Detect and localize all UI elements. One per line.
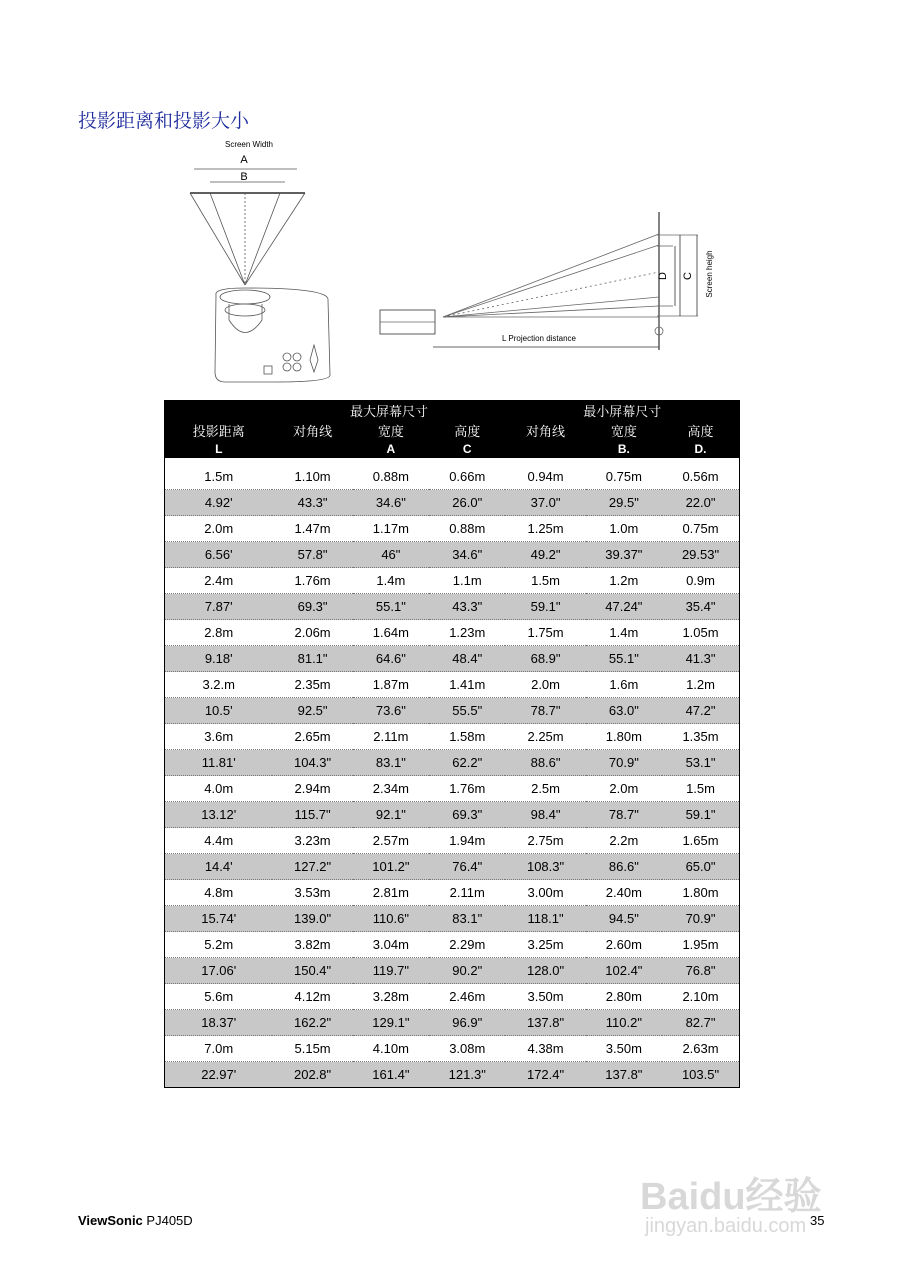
table-row	[165, 620, 740, 646]
table-cell: 39.37"	[586, 542, 662, 568]
table-cell: 5.15m	[272, 1036, 352, 1062]
table-row	[165, 1010, 740, 1036]
table-cell: 4.4m	[165, 828, 273, 854]
table-cell: 96.9"	[429, 1010, 505, 1036]
table-cell: 1.76m	[429, 776, 505, 802]
column-header: 宽度	[353, 420, 429, 440]
table-cell: 128.0"	[505, 958, 585, 984]
table-cell: 2.11m	[353, 724, 429, 750]
table-cell: 2.0m	[165, 516, 273, 542]
table-cell: 3.2.m	[165, 672, 273, 698]
table-cell: 5.2m	[165, 932, 273, 958]
table-cell: 1.5m	[662, 776, 739, 802]
table-cell: 82.7"	[662, 1010, 739, 1036]
table-cell: 1.17m	[353, 516, 429, 542]
projection-diagram	[0, 0, 904, 400]
table-cell: 2.94m	[272, 776, 352, 802]
table-cell: 110.6"	[353, 906, 429, 932]
screen-width-label: Screen Width	[224, 140, 274, 149]
table-cell: 2.29m	[429, 932, 505, 958]
table-cell: 1.64m	[353, 620, 429, 646]
table-cell: 3.6m	[165, 724, 273, 750]
table-row	[165, 906, 740, 932]
table-cell: 0.88m	[353, 464, 429, 490]
table-cell: 6.56'	[165, 542, 273, 568]
table-cell: 83.1"	[353, 750, 429, 776]
column-letter	[272, 440, 352, 458]
column-letter: A	[353, 440, 429, 458]
table-cell: 15.74'	[165, 906, 273, 932]
table-row	[165, 776, 740, 802]
table-cell: 68.9"	[505, 646, 585, 672]
table-cell: 3.23m	[272, 828, 352, 854]
table-cell: 3.25m	[505, 932, 585, 958]
table-cell: 1.1m	[429, 568, 505, 594]
table-cell: 161.4"	[353, 1062, 429, 1088]
table-cell: 1.87m	[353, 672, 429, 698]
table-cell: 2.8m	[165, 620, 273, 646]
side-view-diagram	[380, 212, 714, 350]
table-cell: 1.94m	[429, 828, 505, 854]
section-title: 投影距离和投影大小	[78, 110, 250, 132]
table-cell: 0.56m	[662, 464, 739, 490]
table-cell: 101.2"	[353, 854, 429, 880]
table-cell: 1.80m	[662, 880, 739, 906]
table-cell: 3.04m	[353, 932, 429, 958]
table-cell: 47.24"	[586, 594, 662, 620]
table-cell: 2.10m	[662, 984, 739, 1010]
table-cell: 69.3"	[429, 802, 505, 828]
table-cell: 3.82m	[272, 932, 352, 958]
column-header: 高度	[429, 420, 505, 440]
table-cell: 172.4"	[505, 1062, 585, 1088]
table-cell: 3.08m	[429, 1036, 505, 1062]
table-cell: 81.1"	[272, 646, 352, 672]
table-cell: 115.7"	[272, 802, 352, 828]
column-letter: B.	[586, 440, 662, 458]
table-cell: 3.53m	[272, 880, 352, 906]
table-row	[165, 932, 740, 958]
table-cell: 202.8"	[272, 1062, 352, 1088]
table-cell: 78.7"	[505, 698, 585, 724]
table-row	[165, 984, 740, 1010]
column-letter	[505, 440, 585, 458]
table-cell: 55.5"	[429, 698, 505, 724]
table-cell: 1.10m	[272, 464, 352, 490]
table-row	[165, 854, 740, 880]
table-cell: 1.95m	[662, 932, 739, 958]
table-cell: 98.4"	[505, 802, 585, 828]
table-cell: 92.1"	[353, 802, 429, 828]
table-cell: 90.2"	[429, 958, 505, 984]
model-name: PJ405D	[146, 1213, 193, 1228]
header-spacer	[165, 401, 273, 421]
table-row	[165, 594, 740, 620]
table-cell: 102.4"	[586, 958, 662, 984]
table-cell: 22.0"	[662, 490, 739, 516]
table-cell: 1.6m	[586, 672, 662, 698]
baidu-watermark: Baidu经验	[640, 1176, 822, 1218]
table-cell: 162.2"	[272, 1010, 352, 1036]
screen-height-label: Screen heigh	[705, 250, 714, 298]
table-cell: 3.50m	[586, 1036, 662, 1062]
table-cell: 17.06'	[165, 958, 273, 984]
table-cell: 0.66m	[429, 464, 505, 490]
table-cell: 2.40m	[586, 880, 662, 906]
label-c: C	[682, 272, 694, 280]
table-cell: 37.0"	[505, 490, 585, 516]
table-cell: 76.8"	[662, 958, 739, 984]
table-cell: 2.35m	[272, 672, 352, 698]
table-cell: 55.1"	[586, 646, 662, 672]
table-cell: 10.5'	[165, 698, 273, 724]
table-cell: 0.9m	[662, 568, 739, 594]
table-cell: 0.88m	[429, 516, 505, 542]
table-cell: 47.2"	[662, 698, 739, 724]
table-row	[165, 672, 740, 698]
table-cell: 0.75m	[662, 516, 739, 542]
table-cell: 64.6"	[353, 646, 429, 672]
table-cell: 1.41m	[429, 672, 505, 698]
table-cell: 150.4"	[272, 958, 352, 984]
baidu-watermark-url: jingyan.baidu.com	[645, 1215, 807, 1237]
table-cell: 92.5"	[272, 698, 352, 724]
table-cell: 18.37'	[165, 1010, 273, 1036]
table-cell: 1.65m	[662, 828, 739, 854]
table-row	[165, 724, 740, 750]
table-cell: 34.6"	[353, 490, 429, 516]
table-cell: 26.0"	[429, 490, 505, 516]
table-cell: 1.0m	[586, 516, 662, 542]
table-cell: 43.3"	[272, 490, 352, 516]
table-cell: 1.35m	[662, 724, 739, 750]
table-cell: 53.1"	[662, 750, 739, 776]
table-cell: 1.05m	[662, 620, 739, 646]
table-cell: 2.57m	[353, 828, 429, 854]
label-a: A	[240, 154, 248, 166]
table-cell: 2.65m	[272, 724, 352, 750]
table-cell: 49.2"	[505, 542, 585, 568]
column-header: 投影距离	[165, 420, 273, 440]
table-cell: 62.2"	[429, 750, 505, 776]
page-number: 35	[810, 1213, 825, 1228]
table-cell: 7.87'	[165, 594, 273, 620]
table-cell: 2.80m	[586, 984, 662, 1010]
table-cell: 3.28m	[353, 984, 429, 1010]
table-cell: 63.0"	[586, 698, 662, 724]
table-cell: 1.2m	[662, 672, 739, 698]
table-cell: 69.3"	[272, 594, 352, 620]
table-cell: 103.5"	[662, 1062, 739, 1088]
column-header: 对角线	[505, 420, 585, 440]
table-cell: 13.12'	[165, 802, 273, 828]
table-cell: 70.9"	[586, 750, 662, 776]
table-cell: 2.4m	[165, 568, 273, 594]
column-header: 宽度	[586, 420, 662, 440]
table-cell: 129.1"	[353, 1010, 429, 1036]
table-cell: 1.5m	[165, 464, 273, 490]
table-cell: 1.58m	[429, 724, 505, 750]
table-cell: 2.46m	[429, 984, 505, 1010]
table-row	[165, 1036, 740, 1062]
table-cell: 2.11m	[429, 880, 505, 906]
table-cell: 4.92'	[165, 490, 273, 516]
table-row	[165, 750, 740, 776]
group-min-screen: 最小屏幕尺寸	[505, 401, 739, 421]
table-cell: 0.94m	[505, 464, 585, 490]
table-cell: 3.00m	[505, 880, 585, 906]
column-letter: D.	[662, 440, 739, 458]
table-cell: 1.75m	[505, 620, 585, 646]
table-cell: 121.3"	[429, 1062, 505, 1088]
label-b: B	[240, 171, 248, 183]
table-row	[165, 802, 740, 828]
projection-size-table	[164, 400, 740, 1088]
column-letter: C	[429, 440, 505, 458]
column-header: 对角线	[272, 420, 352, 440]
table-cell: 76.4"	[429, 854, 505, 880]
table-cell: 0.75m	[586, 464, 662, 490]
table-cell: 110.2"	[586, 1010, 662, 1036]
table-cell: 48.4"	[429, 646, 505, 672]
table-cell: 78.7"	[586, 802, 662, 828]
column-header: 高度	[662, 420, 739, 440]
table-cell: 1.2m	[586, 568, 662, 594]
table-cell: 137.8"	[586, 1062, 662, 1088]
table-cell: 70.9"	[662, 906, 739, 932]
table-cell: 83.1"	[429, 906, 505, 932]
table-cell: 29.53"	[662, 542, 739, 568]
table-cell: 86.6"	[586, 854, 662, 880]
table-row	[165, 698, 740, 724]
table-cell: 55.1"	[353, 594, 429, 620]
table-cell: 119.7"	[353, 958, 429, 984]
table-cell: 1.5m	[505, 568, 585, 594]
table-row	[165, 828, 740, 854]
table-row	[165, 958, 740, 984]
table-cell: 35.4"	[662, 594, 739, 620]
top-view-diagram	[190, 140, 330, 382]
table-cell: 7.0m	[165, 1036, 273, 1062]
table-row	[165, 880, 740, 906]
table-cell: 108.3"	[505, 854, 585, 880]
table-cell: 73.6"	[353, 698, 429, 724]
table-cell: 2.63m	[662, 1036, 739, 1062]
group-max-screen: 最大屏幕尺寸	[272, 401, 505, 421]
table-cell: 3.50m	[505, 984, 585, 1010]
table-cell: 43.3"	[429, 594, 505, 620]
table-cell: 41.3"	[662, 646, 739, 672]
table-row	[165, 516, 740, 542]
table-cell: 2.5m	[505, 776, 585, 802]
table-cell: 9.18'	[165, 646, 273, 672]
table-cell: 22.97'	[165, 1062, 273, 1088]
table-cell: 88.6"	[505, 750, 585, 776]
table-row	[165, 490, 740, 516]
table-cell: 59.1"	[505, 594, 585, 620]
table-cell: 94.5"	[586, 906, 662, 932]
table-cell: 4.8m	[165, 880, 273, 906]
table-row	[165, 542, 740, 568]
brand-name: ViewSonic	[78, 1213, 143, 1228]
column-letter: L	[165, 440, 273, 458]
table-row	[165, 568, 740, 594]
table-cell: 139.0"	[272, 906, 352, 932]
table-cell: 2.0m	[586, 776, 662, 802]
table-cell: 29.5"	[586, 490, 662, 516]
table-cell: 1.80m	[586, 724, 662, 750]
table-cell: 127.2"	[272, 854, 352, 880]
table-cell: 4.12m	[272, 984, 352, 1010]
table-cell: 34.6"	[429, 542, 505, 568]
table-cell: 4.10m	[353, 1036, 429, 1062]
table-cell: 2.81m	[353, 880, 429, 906]
table-cell: 11.81'	[165, 750, 273, 776]
table-cell: 2.06m	[272, 620, 352, 646]
label-d: D	[657, 272, 669, 280]
table-cell: 4.38m	[505, 1036, 585, 1062]
table-cell: 104.3"	[272, 750, 352, 776]
table-cell: 1.4m	[586, 620, 662, 646]
table-cell: 65.0"	[662, 854, 739, 880]
table-cell: 1.4m	[353, 568, 429, 594]
table-cell: 1.76m	[272, 568, 352, 594]
table-cell: 1.47m	[272, 516, 352, 542]
table-cell: 2.75m	[505, 828, 585, 854]
table-cell: 1.25m	[505, 516, 585, 542]
table-cell: 4.0m	[165, 776, 273, 802]
table-cell: 2.34m	[353, 776, 429, 802]
table-cell: 2.0m	[505, 672, 585, 698]
table-cell: 2.25m	[505, 724, 585, 750]
table-cell: 59.1"	[662, 802, 739, 828]
table-cell: 2.2m	[586, 828, 662, 854]
table-cell: 14.4'	[165, 854, 273, 880]
table-row	[165, 464, 740, 490]
table-cell: 5.6m	[165, 984, 273, 1010]
projection-distance-label: L Projection distance	[502, 334, 576, 343]
table-row	[165, 1062, 740, 1088]
table-cell: 118.1"	[505, 906, 585, 932]
footer-brand	[78, 1213, 193, 1228]
table-cell: 137.8"	[505, 1010, 585, 1036]
table-row	[165, 646, 740, 672]
table-cell: 57.8"	[272, 542, 352, 568]
table-cell: 1.23m	[429, 620, 505, 646]
table-cell: 46"	[353, 542, 429, 568]
table-cell: 2.60m	[586, 932, 662, 958]
